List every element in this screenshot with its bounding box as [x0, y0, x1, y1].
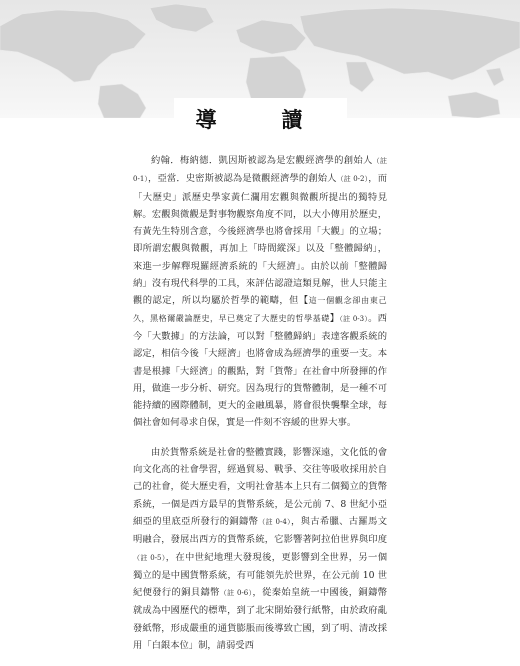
- footnote-ref: （註 0-6）: [219, 589, 253, 598]
- text-run: ，而「大歷史」派歷史學家黃仁瀾用宏觀與微觀所提出的獨特見解。宏觀與微觀是對事物觀察角度不同，以大小傳用於歷史，有黃先生特別含意，今後經濟學也將會採用「大觀」的立場；即所謂宏觀與微觀，再加上「時間縱深」以及「整體歸納」，來進一步解釋現羅經濟系統的「大經濟」。由於以前「整體歸納」沒有現代科學的工具，來評估認證這類見解，世人只能主觀的認定，所以均屬於哲學的範疇，但【: [133, 173, 387, 307]
- footnote-ref: （註 0-3）: [339, 314, 369, 323]
- footnote-ref: （註 0-4）: [258, 517, 291, 526]
- body-text: [133, 152, 387, 666]
- text-run: 。西今「大數據」的方法論，可以對「整體歸納」表達客觀系統的認定，相信今後「大經濟」也將會成為經濟學的重要一支。本書是根據「大經濟」的觀點，對「貨幣」在社會中所發揮的作用，做進一步分析、研究。因為現行的貨幣體制，是一種不可能持續的國際體制，更大的金融風暴，將會很快襲擊全球，每個社會如何尋求自保，實是一件刻不容緩的世界大事。: [133, 312, 387, 429]
- page-title: 導 讀: [174, 98, 347, 140]
- footnote-ref: （註 0-2）: [336, 175, 369, 184]
- paragraph-1: [133, 152, 387, 432]
- text-run: ，從秦始皇統一中國後，銅鑄幣就成為中國歷代的標準，到了北宋開始發行紙幣，由於政府亂發紙幣，形成嚴重的通貨膨脹而後導致亡國，到了明、清改採用「白銀本位」制，請弱受西: [133, 587, 387, 652]
- text-run: ，在中世紀地理大發現後，更影響到全世界，另一個獨立的是中國貨幣系統，有可能領先於世界，在公元前 10 世紀便發行的銅貝鑄幣: [133, 551, 387, 599]
- text-run: ，與古希臘、古羅馬文明融合，發展出西方的貨幣系統，它影響著阿拉伯世界與印度: [133, 515, 387, 546]
- paragraph-2: [133, 444, 387, 655]
- text-run: 約翰．梅納德．凱因斯被認為是宏觀經濟學的創始人: [151, 155, 373, 166]
- title-container: [0, 98, 520, 140]
- text-run: 】: [329, 312, 340, 324]
- text-run: ，亞當．史密斯被認為是微觀經濟學的創始人: [148, 173, 337, 185]
- footnote-ref: （註 0-1）: [133, 157, 387, 184]
- text-run: 由於貨幣系統是社會的整體實踐，影響深遠，文化低的會向文化高的社會學習，經過貿易、戰爭、交往等吸收採用於自己的社會，從大歷史看，文明社會基本上只有二個獨立的貨幣系統，一個是西方最早的貨幣系統，是公元前 7、8 世紀小亞細亞的里底亞所發行的銅鑄幣: [133, 446, 387, 527]
- quoted-text: 這一個觀念卻由東己久，黑格爾嚴論歷史，早已奠定了大歷史的哲學基礎: [133, 296, 387, 323]
- footnote-ref: （註 0-5）: [133, 553, 166, 562]
